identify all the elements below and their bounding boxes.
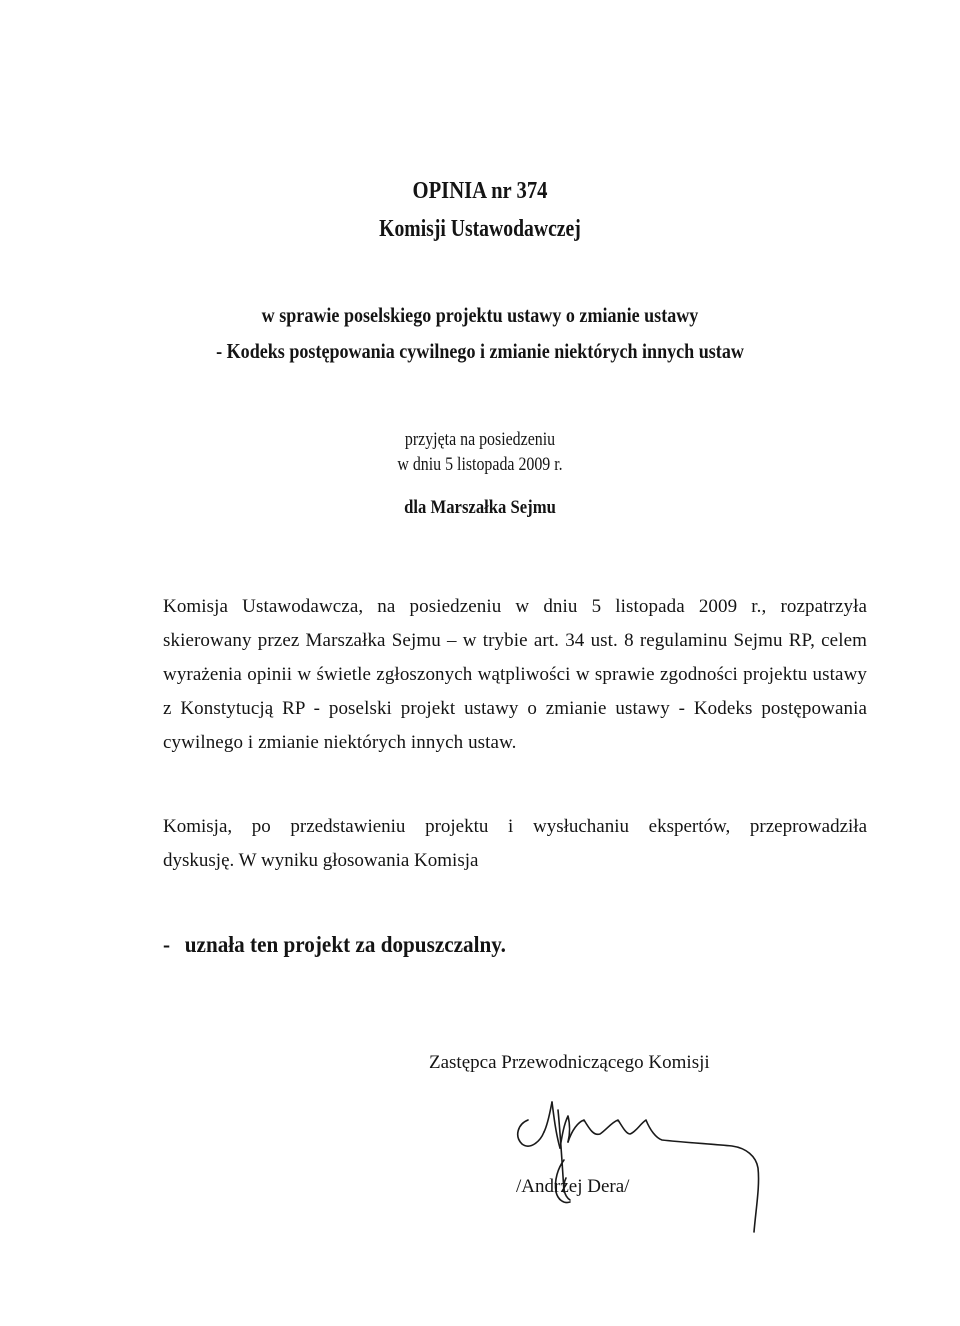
signatory-role: Zastępca Przewodniczącego Komisji [429,1052,710,1073]
committee-name: Komisji Ustawodawczej [379,216,581,242]
paragraph-line: z Konstytucją RP - poselski projekt ustawy o zmianie ustawy - Kodeks postępowania [163,698,867,719]
handwritten-signature [500,1090,780,1250]
paragraph-consideration [163,590,867,760]
decision-statement [163,932,506,958]
adopted-line-2: w dniu 5 listopada 2009 r. [397,455,563,475]
addressee: dla Marszałka Sejmu [404,498,556,518]
signatory-name: /Andrzej Dera/ [516,1176,630,1197]
adopted-line-1: przyjęta na posiedzeniu [404,430,556,450]
decision-text: uznała ten projekt za dopuszczalny. [184,932,506,957]
paragraph-line: Komisja, po przedstawieniu projektu i wysłuchaniu ekspertów, przeprowadziła [163,816,867,837]
subject-line-2: - Kodeks postępowania cywilnego i zmianie niektórych innych ustaw [216,339,744,363]
paragraph-line: Komisja Ustawodawcza, na posiedzeniu w dniu 5 listopada 2009 r., rozpatrzyła [163,596,867,617]
decision-dash: - [163,932,171,957]
paragraph-line: skierowany przez Marszałka Sejmu – w trybie art. 34 ust. 8 regulaminu Sejmu RP, celem [163,630,867,651]
document-title: OPINIA nr 374 [412,178,548,204]
paragraph-discussion [163,810,867,878]
subject-line-1: w sprawie poselskiego projektu ustawy o zmianie ustawy [261,303,699,327]
paragraph-line: cywilnego i zmianie niektórych innych ustaw. [163,732,517,753]
paragraph-line: dyskusję. W wyniku głosowania Komisja [163,850,479,871]
paragraph-line: wyrażenia opinii w świetle zgłoszonych wątpliwości w sprawie zgodności projektu ustawy [163,664,867,685]
